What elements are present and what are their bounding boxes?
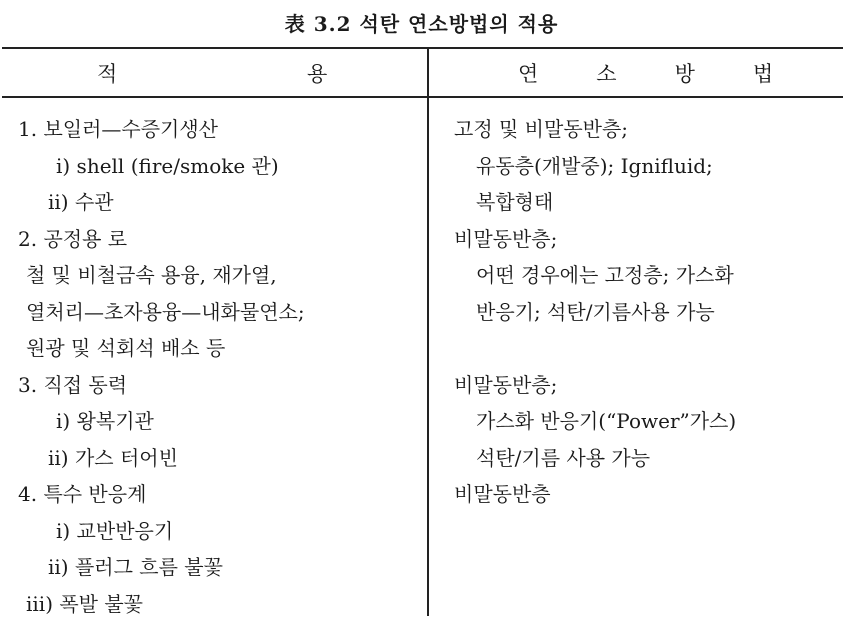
application-line: i) 교반반응기 [18,513,423,550]
column-divider [427,49,429,616]
application-column [18,111,423,622]
method-line: 고정 및 비말동반층; [454,111,839,148]
header-application-char2: 용 [307,58,327,88]
application-line: iii) 폭발 불꽃 [18,586,423,622]
header-combustion-method [518,58,773,88]
method-line: 가스화 반응기(“Power”가스) [454,403,839,440]
method-line: 어떤 경우에는 고정층; 가스화 [454,257,839,294]
method-line [454,330,839,367]
application-line: ii) 가스 터어빈 [18,440,423,477]
application-line: i) 왕복기관 [18,403,423,440]
method-line: 복합형태 [454,184,839,221]
method-line: 비말동반층 [454,476,839,513]
table-top-rule [2,47,843,49]
application-line: 1. 보일러—수증기생산 [18,111,423,148]
method-line: 반응기; 석탄/기름사용 가능 [454,294,839,331]
table-header-rule [2,96,843,98]
application-line: 3. 직접 동력 [18,367,423,404]
method-line: 석탄/기름 사용 가능 [454,440,839,477]
application-line: i) shell (fire/smoke 관) [18,148,423,185]
method-line: 유동층(개발중); Ignifluid; [454,148,839,185]
method-line: 비말동반층; [454,221,839,258]
method-column [454,111,839,513]
header-method-char: 소 [596,58,616,88]
application-line: ii) 플러그 흐름 불꽃 [18,549,423,586]
header-method-char: 법 [753,58,773,88]
application-line: 열처리—초자용융—내화물연소; [18,294,423,331]
application-line: 4. 특수 반응계 [18,476,423,513]
application-line: 원광 및 석회석 배소 등 [18,330,423,367]
header-method-char: 방 [675,58,695,88]
table-caption: 表 3.2 석탄 연소방법의 적용 [0,8,843,37]
application-line: 철 및 비철금속 용융, 재가열, [18,257,423,294]
header-application-char1: 적 [97,58,117,88]
application-line: 2. 공정용 로 [18,221,423,258]
application-line: ii) 수관 [18,184,423,221]
header-method-char: 연 [518,58,538,88]
method-line: 비말동반층; [454,367,839,404]
